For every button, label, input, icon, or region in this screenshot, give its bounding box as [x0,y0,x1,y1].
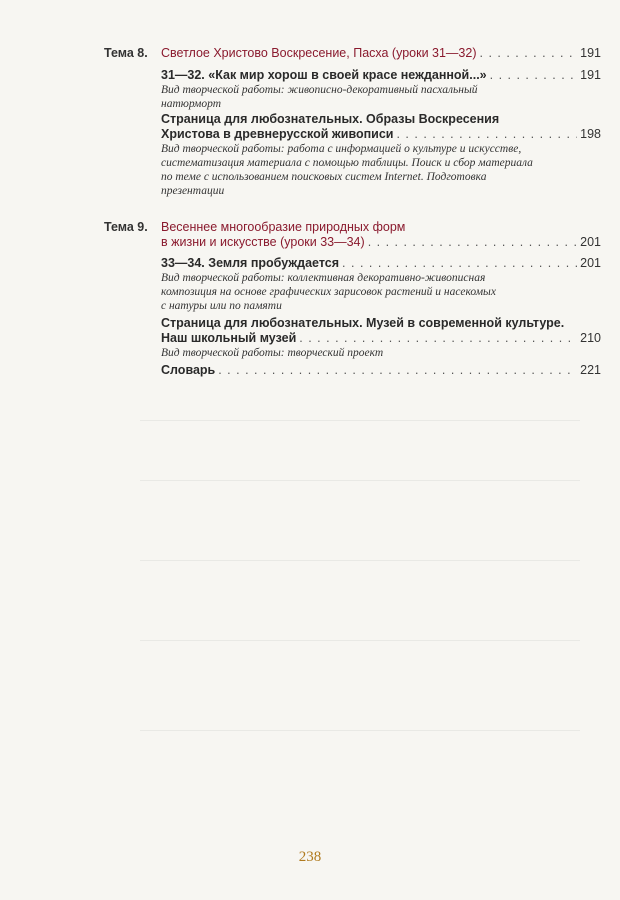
show-through-line [140,420,580,421]
entry-note: Вид творческой работы: живописно-декоративный пасхальный [161,84,478,96]
show-through-line [140,640,580,641]
show-through-line [140,560,580,561]
entry-note: с натуры или по памяти [161,300,282,312]
entry-note: Вид творческой работы: творческий проект [161,347,384,359]
entry-page: 198 [580,127,601,141]
leader-dots [342,256,577,271]
theme-8-heading[interactable] [161,46,601,61]
entry-note: Вид творческой работы: коллективная декоративно-живописная [161,272,486,284]
theme-9-title: Весеннее многообразие природных форм [161,220,406,234]
leader-dots [396,127,577,142]
entry-title: Страница для любознательных. Образы Воскресения [161,112,500,126]
glossary-page: 221 [580,363,601,377]
entry-note: композиция на основе графических зарисовок растений и насекомых [161,286,496,298]
theme-9-heading[interactable] [161,220,601,250]
leader-dots [490,68,578,83]
entry-title: 33—34. Земля пробуждается [161,256,340,270]
theme-9-page: 201 [580,235,601,249]
entry-title: 31—32. «Как мир хорош в своей красе нежданной...» [161,68,487,82]
theme-8-label: Тема 8. [104,46,148,60]
toc-entry-resurrection-images[interactable] [161,112,601,198]
leader-dots [299,331,577,346]
entry-note: по теме с использованием поисковых систем Internet. Подготовка [161,171,487,183]
theme-8-page: 191 [580,46,601,60]
leader-dots [368,235,577,250]
entry-note: Вид творческой работы: работа с информацией о культуре и искусстве, [161,143,522,155]
entry-note: презентации [161,185,225,197]
page-number: 238 [298,849,322,865]
theme-9-title: в жизни и искусстве (уроки 33—34) [161,235,365,249]
entry-page: 191 [580,68,601,82]
toc-entry-glossary[interactable] [161,363,601,378]
toc-entry-school-museum[interactable] [161,316,601,360]
toc-entry-33-34[interactable] [161,256,601,313]
leader-dots [218,363,577,378]
glossary-title: Словарь [161,363,216,377]
theme-9-label: Тема 9. [104,220,148,234]
show-through-line [140,730,580,731]
toc-entry-31-32[interactable] [161,68,601,111]
entry-page: 201 [580,256,601,270]
entry-title: Наш школьный музей [161,331,297,345]
entry-note: систематизация материала с помощью таблицы. Поиск и сбор материала [161,157,533,169]
entry-page: 210 [580,331,601,345]
entry-title: Страница для любознательных. Музей в современной культуре. [161,316,565,330]
entry-title: Христова в древнерусской живописи [161,127,394,141]
leader-dots [480,46,578,61]
show-through-line [140,480,580,481]
theme-8-title: Светлое Христово Воскресение, Пасха (уроки 31—32) [161,46,477,60]
entry-note: натюрморт [161,98,222,110]
